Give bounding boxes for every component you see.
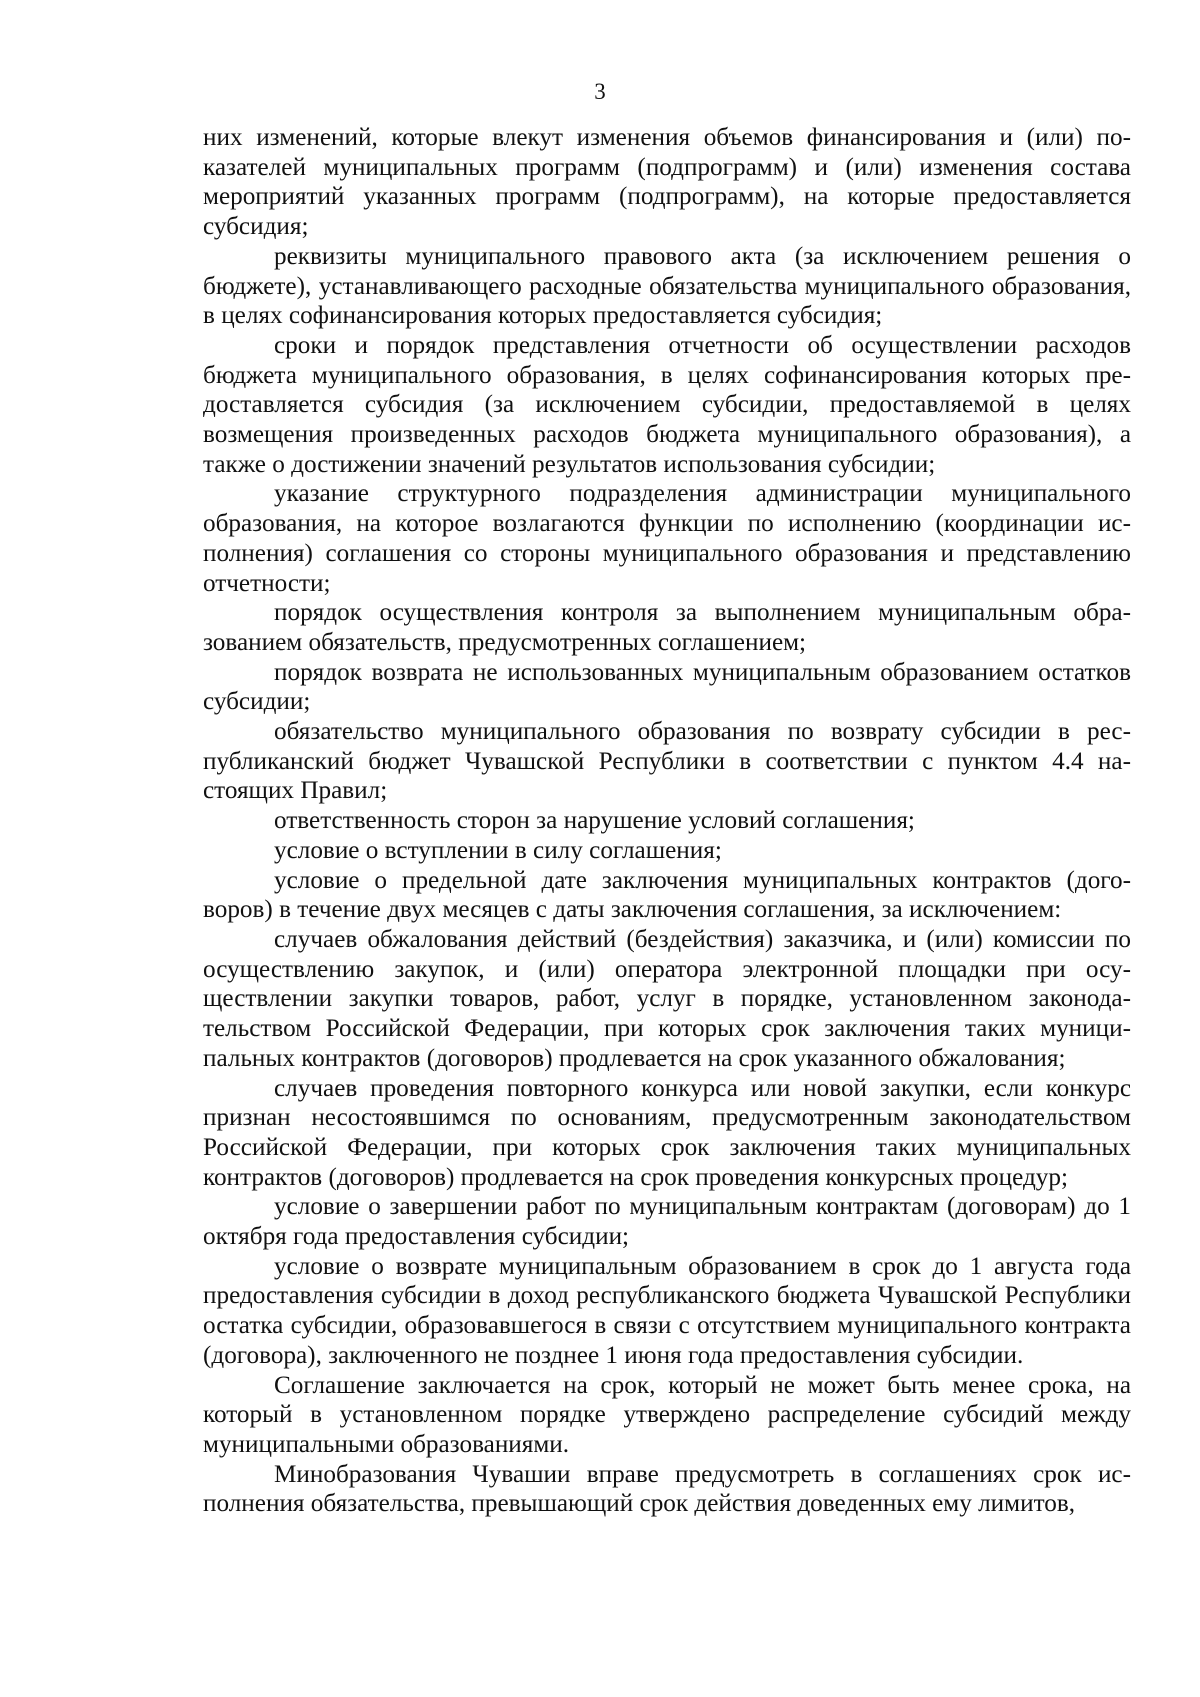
paragraph: случаев обжалования действий (бездействия) заказчика, и (или) комиссии по осуществлению закупок, и (или) оператора электронной площадки при осуществлении закупки товаров, работ, услуг в порядке, установленном законодательством Российской Федерации, при которых срок заключения таких муниципальных контрактов (договоров) продлевается на срок указанного обжалования; [203, 925, 1131, 1072]
paragraph: Соглашение заключается на срок, который не может быть менее срока, на который в установленном порядке утверждено распределение субсидий между муниципальными образованиями. [203, 1371, 1131, 1458]
paragraph: них изменений, которые влекут изменения объемов финансирования и (или) показателей муниципальных программ (подпрограмм) и (или) изменения состава мероприятий указанных программ (подпрограмм), на которые предоставляется субсидия; [203, 124, 1131, 241]
paragraph: условие о вступлении в силу соглашения; [274, 836, 722, 864]
paragraph: ответственность сторон за нарушение условий соглашения; [274, 807, 915, 835]
paragraph: сроки и порядок представления отчетности об осуществлении расходов бюджета муниципального образования, в целях софинансирования которых предоставляется субсидия (за исключением субсидии, предоставляемой в целях возмещения произведенных расходов бюджета муниципального образования), а также о достижении значений результатов использования субсидии; [203, 331, 1131, 478]
paragraph: реквизиты муниципального правового акта (за исключением решения о бюджете), устанавливающего расходные обязательства муниципального образования, в целях софинансирования которых предоставляется субсидия; [203, 242, 1131, 330]
paragraph: порядок осуществления контроля за выполнением муниципальным образованием обязательств, предусмотренных соглашением; [203, 599, 1131, 656]
paragraph: Минобразования Чувашии вправе предусмотреть в соглашениях срок исполнения обязательства, превышающий срок действия доведенных ему лимитов, [203, 1460, 1131, 1518]
paragraph: условие о завершении работ по муниципальным контрактам (договорам) до 1 октября года предоставления субсидии; [203, 1193, 1131, 1251]
paragraph: условие о возврате муниципальным образованием в срок до 1 августа года предоставления субсидии в доход республиканского бюджета Чувашской Республики остатка субсидии, образовавшегося в связи с отсутствием муниципального контракта (договора), заключенного не позднее 1 июня года предоставления субсидии. [203, 1252, 1131, 1369]
paragraph: указание структурного подразделения администрации муниципального образования, на которое возлагаются функции по исполнению (координации исполнения) соглашения со стороны муниципального образования и представлению отчетности; [203, 480, 1131, 597]
paragraph: случаев проведения повторного конкурса или новой закупки, если конкурс признан несостоявшимся по основаниям, предусмотренным законодательством Российской Федерации, при которых срок заключения таких муниципальных контрактов (договоров) продлевается на срок проведения конкурсных процедур; [203, 1074, 1131, 1191]
document-body [203, 123, 1131, 1519]
paragraph: обязательство муниципального образования по возврату субсидии в республиканский бюджет Чувашской Республики в соответствии с пунктом 4.4 настоящих Правил; [203, 718, 1131, 805]
page-number: 3 [594, 79, 606, 104]
paragraph: порядок возврата не использованных муниципальным образованием остатков субсидии; [203, 658, 1131, 716]
paragraph: условие о предельной дате заключения муниципальных контрактов (договоров) в течение двух месяцев с даты заключения соглашения, за исключением: [203, 866, 1131, 924]
